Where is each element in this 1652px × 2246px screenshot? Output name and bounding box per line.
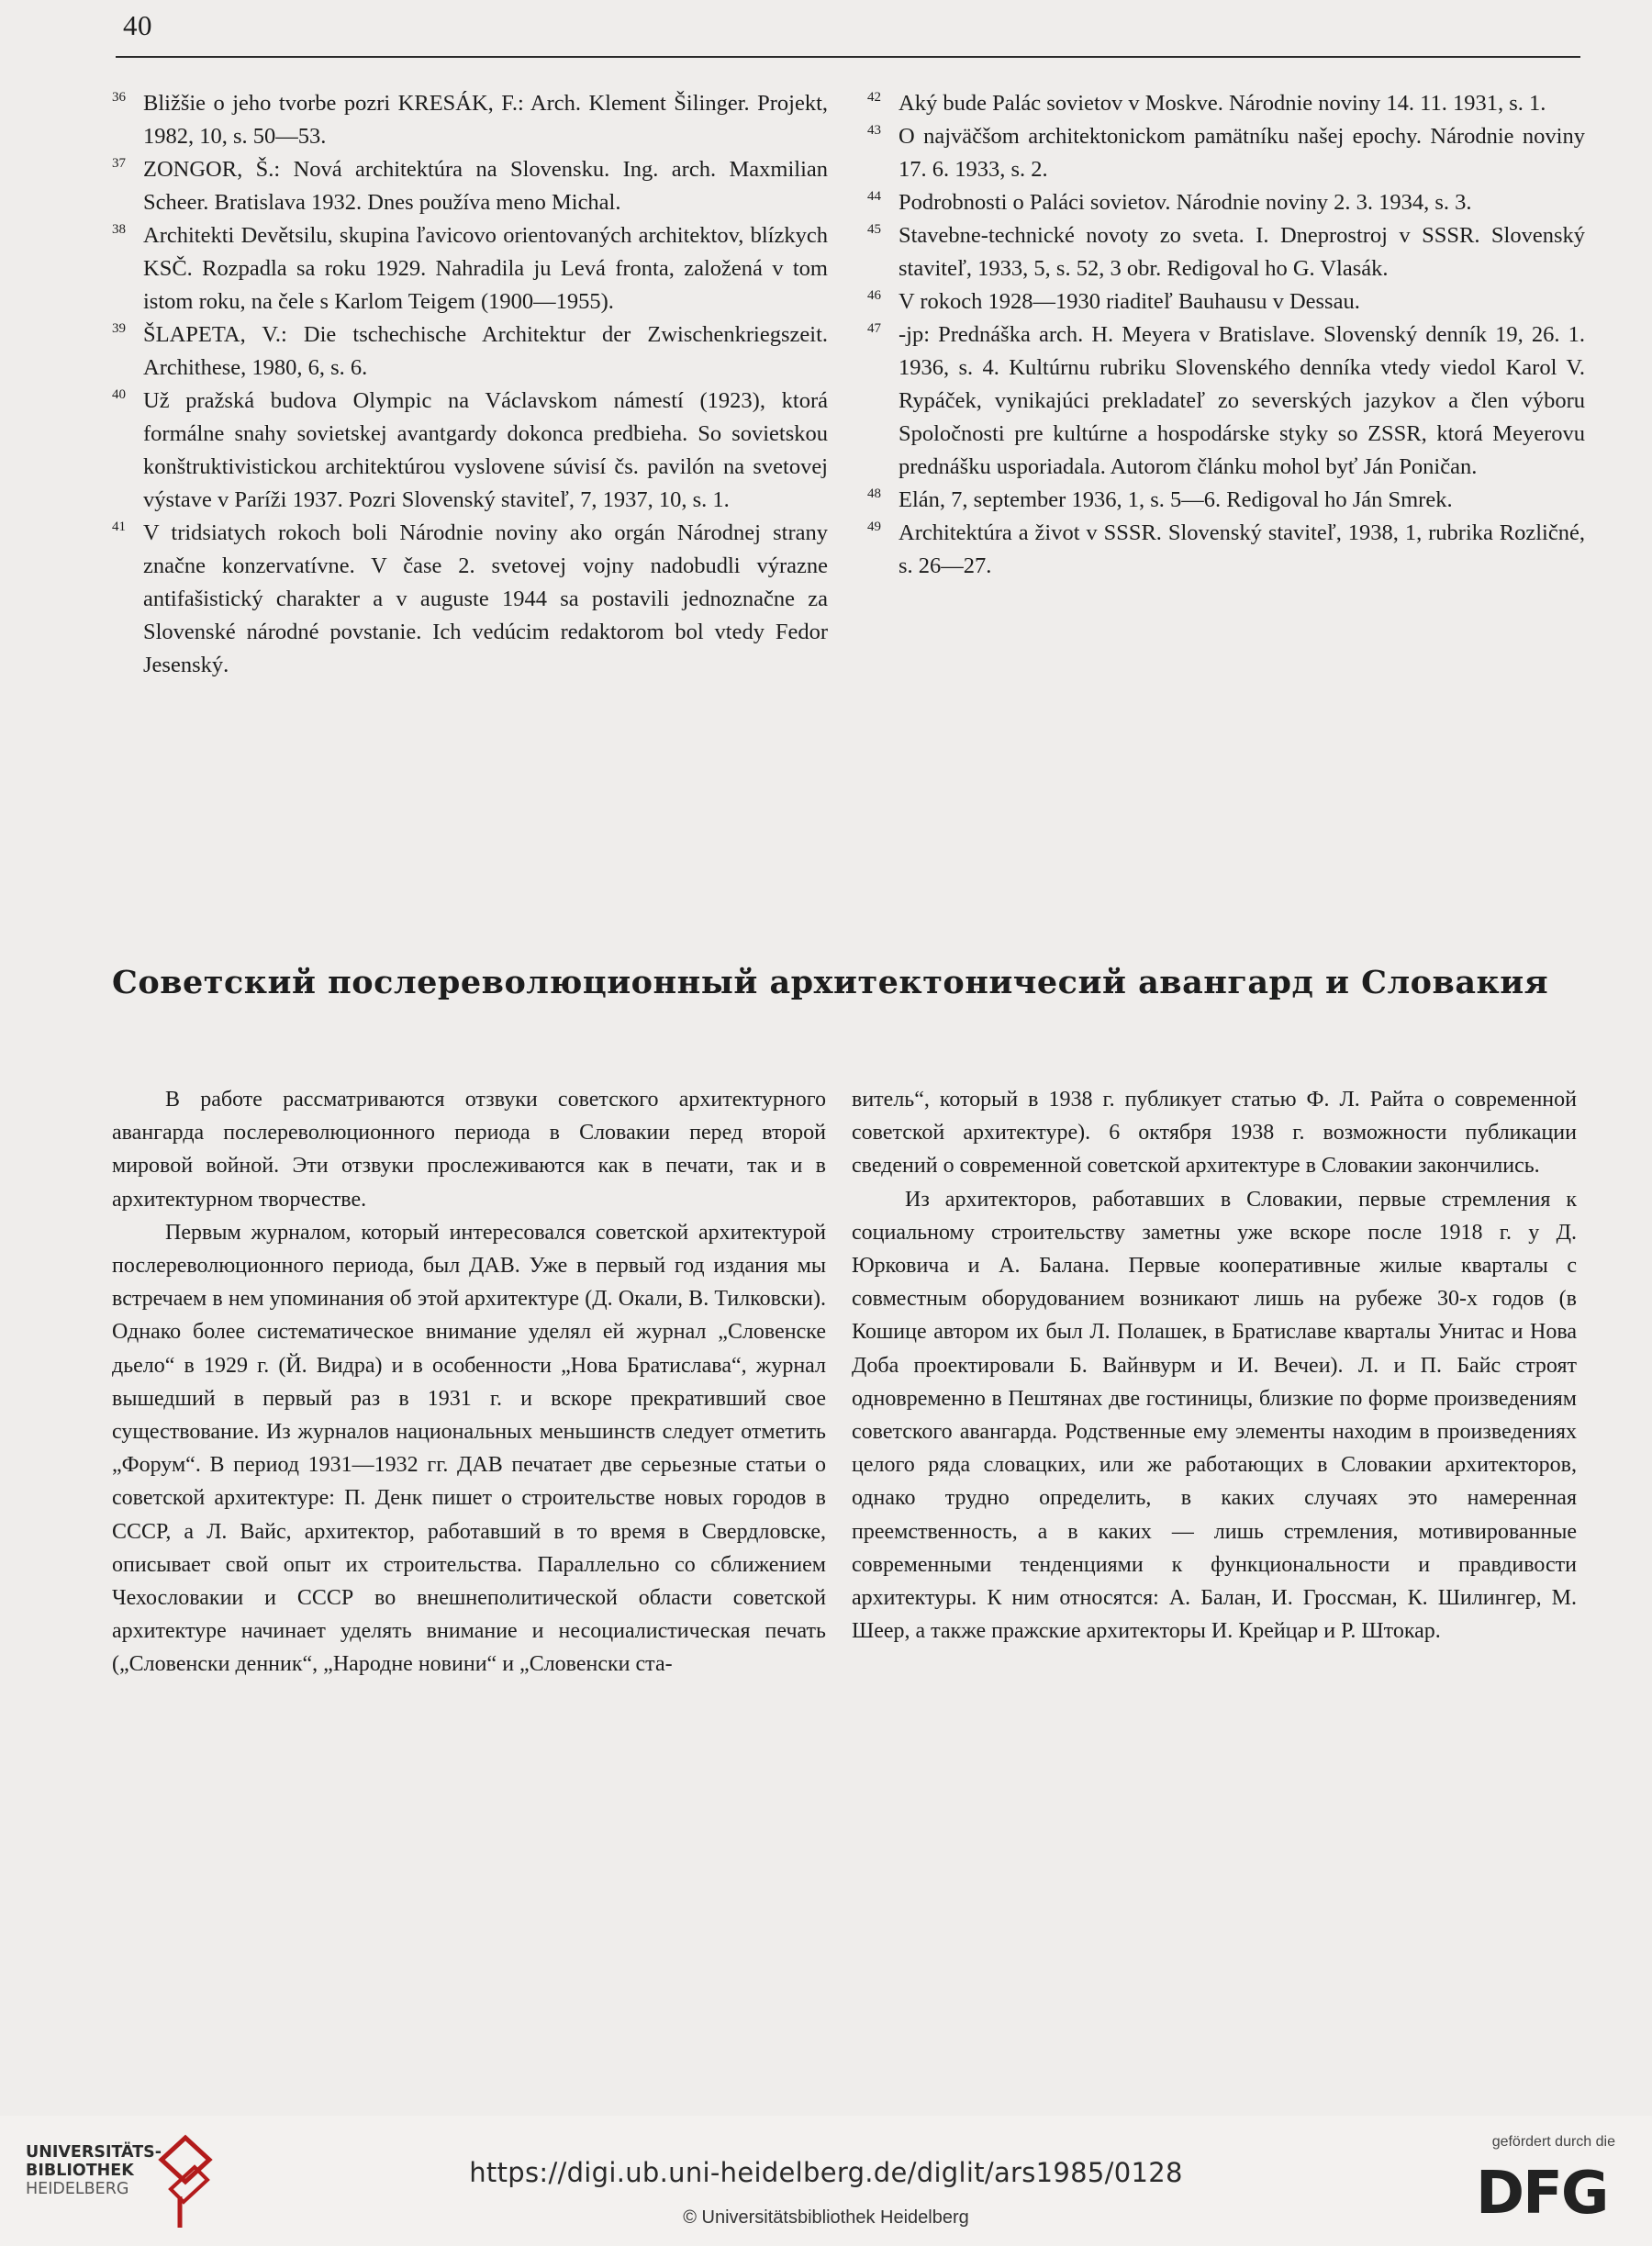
footnote-text: Podrobnosti o Paláci sovietov. Národnie noviny 2. 3. 1934, s. 3. — [899, 190, 1472, 215]
footnote-number: 43 — [867, 123, 881, 138]
footnote — [112, 153, 828, 219]
footnote-text: O najväčšom architektonickom pamätníku našej epochy. Národnie noviny 17. 6. 1933, s. 2. — [899, 124, 1585, 182]
footnote-number: 39 — [112, 321, 126, 336]
library-line: HEIDELBERG — [26, 2180, 129, 2198]
top-rule — [116, 56, 1580, 58]
library-line: UNIVERSITÄTS- — [26, 2143, 162, 2162]
footnote-number: 41 — [112, 520, 126, 534]
viewer-footer — [0, 2116, 1652, 2246]
footnote-text: ZONGOR, Š.: Nová architektúra na Slovensku. Ing. arch. Maxmilian Scheer. Bratislava 1932. Dnes používa meno Michal. — [143, 157, 828, 215]
dfg-logo — [1468, 2156, 1626, 2224]
footnote-number: 48 — [867, 486, 881, 501]
page-number: 40 — [123, 9, 152, 41]
footnote-text: Architekti Devětsilu, skupina ľavicovo orientovaných architektov, blízkych KSČ. Rozpadla sa roku 1929. Nahradila ju Levá fronta, založená v tom istom roku, na čele s Karlom Teigem (1900—1955). — [143, 223, 828, 314]
footnote — [867, 285, 1585, 318]
footnote-number: 44 — [867, 189, 881, 204]
footnote-number: 38 — [112, 222, 126, 237]
footnote-number: 36 — [112, 90, 126, 105]
footnote-text: ŠLAPETA, V.: Die tschechische Architektur der Zwischenkriegszeit. Archithese, 1980, 6, s. 6. — [143, 322, 828, 380]
footnote — [867, 484, 1585, 517]
footnote-number: 46 — [867, 288, 881, 303]
footnote — [112, 87, 828, 153]
footnote-number: 37 — [112, 156, 126, 171]
funded-by-label: gefördert durch die — [1491, 2134, 1615, 2150]
summary-column-left — [112, 1083, 826, 1682]
summary-paragraph: В работе рассматриваются отзвуки советского архитектурного авангарда послереволюционного периода в Словакии перед второй мировой войной. Эти отзвуки прослеживаются как в печати, так и в архитектурном творчестве. — [112, 1088, 826, 1212]
dfg-logo-text: DFG — [1476, 2160, 1608, 2224]
footnote — [112, 517, 828, 682]
footnote — [112, 318, 828, 385]
summary-paragraph: Первым журналом, который интересовался советской архитектурой послереволюционного периода, был ДАВ. Уже в первый год издания мы встречаем в нем упоминания об этой архитектуре (Д. Окали, В. Тилковски). Однако более систематическое внимание уделял ей журнал „Словенске дьело“ в 1929 г. (Й. Видра) и в особенности „Нова Братислава“, журнал вышедший в первый раз в 1931 г. и вскоре прекративший свое существование. Из журналов национальных меньшинств следует отметить „Форум“. В период 1931—1932 гг. ДАВ печатает две серьезные статьи о советской архитектуре: П. Денк пишет о строительстве новых городов в СССР, а Л. Вайс, архитектор, работавший в то время в Свердловске, описывает свой опыт их строительства. Параллельно со сближением Чехословакии и СССР во внешнеполитической области советской архитектуре начинает уделять внимание и несоциалистическая печать („Словенски денник“, „Народне новини“ и „Словенски ста- — [112, 1220, 826, 1677]
permalink-url[interactable]: https://digi.ub.uni-heidelberg.de/diglit/ars1985/0128 — [469, 2157, 1183, 2188]
footnote-text: Elán, 7, september 1936, 1, s. 5—6. Redigoval ho Ján Smrek. — [899, 487, 1453, 512]
footnote — [867, 318, 1585, 484]
footnote-text: Bližšie o jeho tvorbe pozri KRESÁK, F.: Arch. Klement Šilinger. Projekt, 1982, 10, s. 50—53. — [143, 91, 828, 149]
footnote-text: Architektúra a život v SSSR. Slovenský staviteľ, 1938, 1, rubrika Rozličné, s. 26—27. — [899, 520, 1585, 578]
footnotes-left — [112, 87, 828, 682]
footnote — [867, 120, 1585, 186]
summary-title: Советский послереволюционный архитектоничесий авангард и Словакия — [112, 964, 1549, 1001]
footnote-text: V rokoch 1928—1930 riaditeľ Bauhausu v Dessau. — [899, 289, 1360, 314]
summary-column-right — [852, 1083, 1577, 1648]
footnote — [112, 219, 828, 318]
footnote — [867, 219, 1585, 285]
footnote-number: 42 — [867, 90, 881, 105]
footnote-text: Už pražská budova Olympic na Václavskom námestí (1923), ktorá formálne snahy sovietskej avantgardy dokonca predbieha. So sovietskou konštruktivistickou architektúrou vyslovene súvisí čs. pavilón na svetovej výstave v Paríži 1937. Pozri Slovenský staviteľ, 7, 1937, 10, s. 1. — [143, 388, 828, 512]
footnote-number: 47 — [867, 321, 881, 336]
library-line: BIBLIOTHEK — [26, 2162, 134, 2180]
footnote-text: Aký bude Palác sovietov v Moskve. Národnie noviny 14. 11. 1931, s. 1. — [899, 91, 1546, 116]
footnote-text: Stavebne-technické novoty zo sveta. I. Dneprostroj v SSSR. Slovenský staviteľ, 1933, 5, s. 52, 3 obr. Redigoval ho G. Vlasák. — [899, 223, 1585, 281]
footnote-text: -jp: Prednáška arch. H. Meyera v Bratislave. Slovenský denník 19, 26. 1. 1936, s. 4. Kultúrnu rubriku Slovenského denníka vtedy viedol Karol V. Rypáček, vynikajúci prekladateľ zo severských jazykov a člen výboru Spoločnosti pre kultúrne a hospodárske styky so ZSSR, ktorá Meyerovu prednášku usporiadala. Autorom článku mohol byť Ján Poničan. — [899, 322, 1585, 479]
footnote-text: V tridsiatych rokoch boli Národnie noviny ako orgán Národnej strany značne konzervatívne. V čase 2. svetovej vojny nadobudli výrazne antifašistický charakter a v auguste 1944 sa postavili jednoznačne za Slovenské národné povstanie. Ich vedúcim redaktorom bol vtedy Fedor Jesenský. — [143, 520, 828, 677]
footnote-number: 45 — [867, 222, 881, 237]
footnote — [867, 87, 1585, 120]
footnote — [867, 186, 1585, 219]
footnote — [112, 385, 828, 517]
summary-paragraph: витель“, который в 1938 г. публикует статью Ф. Л. Райта о современной советской архитектуре). 6 октября 1938 г. возможности публикации сведений о современной советской архитектуре в Словакии закончились. — [852, 1088, 1577, 1179]
footnotes-right — [867, 87, 1585, 583]
footnote-number: 40 — [112, 387, 126, 402]
summary-paragraph: Из архитекторов, работавших в Словакии, первые стремления к социальному строительству заметны уже вскоре после 1918 г. у Д. Юрковича и А. Балана. Первые кооперативные жилые кварталы с совместным оборудованием возникают лишь на рубеже 30-х годов (в Кошице автором их был Л. Полашек, в Братиславе кварталы Унитас и Нова Доба проектировали Б. Вайнвурм и И. Вечеи). Л. и П. Байс строят одновременно в Пештянах две гостиницы, близкие по форме произведениям советского авангарда. Родственные ему элементы находим в произведениях целого ряда словацких, или же работающих в Словакии архитекторов, однако трудно определить, в каких случаях это намеренная преемственность, а в каких — лишь стремления, мотивированные современными тенденциями к функциональности и правдивости архитектуры. К ним относятся: А. Балан, И. Гроссман, К. Шилингер, М. Шеер, а также пражские архитекторы И. Крейцар и Р. Штокар. — [852, 1187, 1577, 1644]
footnote-number: 49 — [867, 520, 881, 534]
copyright-text: © Universitätsbibliothek Heidelberg — [683, 2207, 969, 2228]
footnote — [867, 517, 1585, 583]
